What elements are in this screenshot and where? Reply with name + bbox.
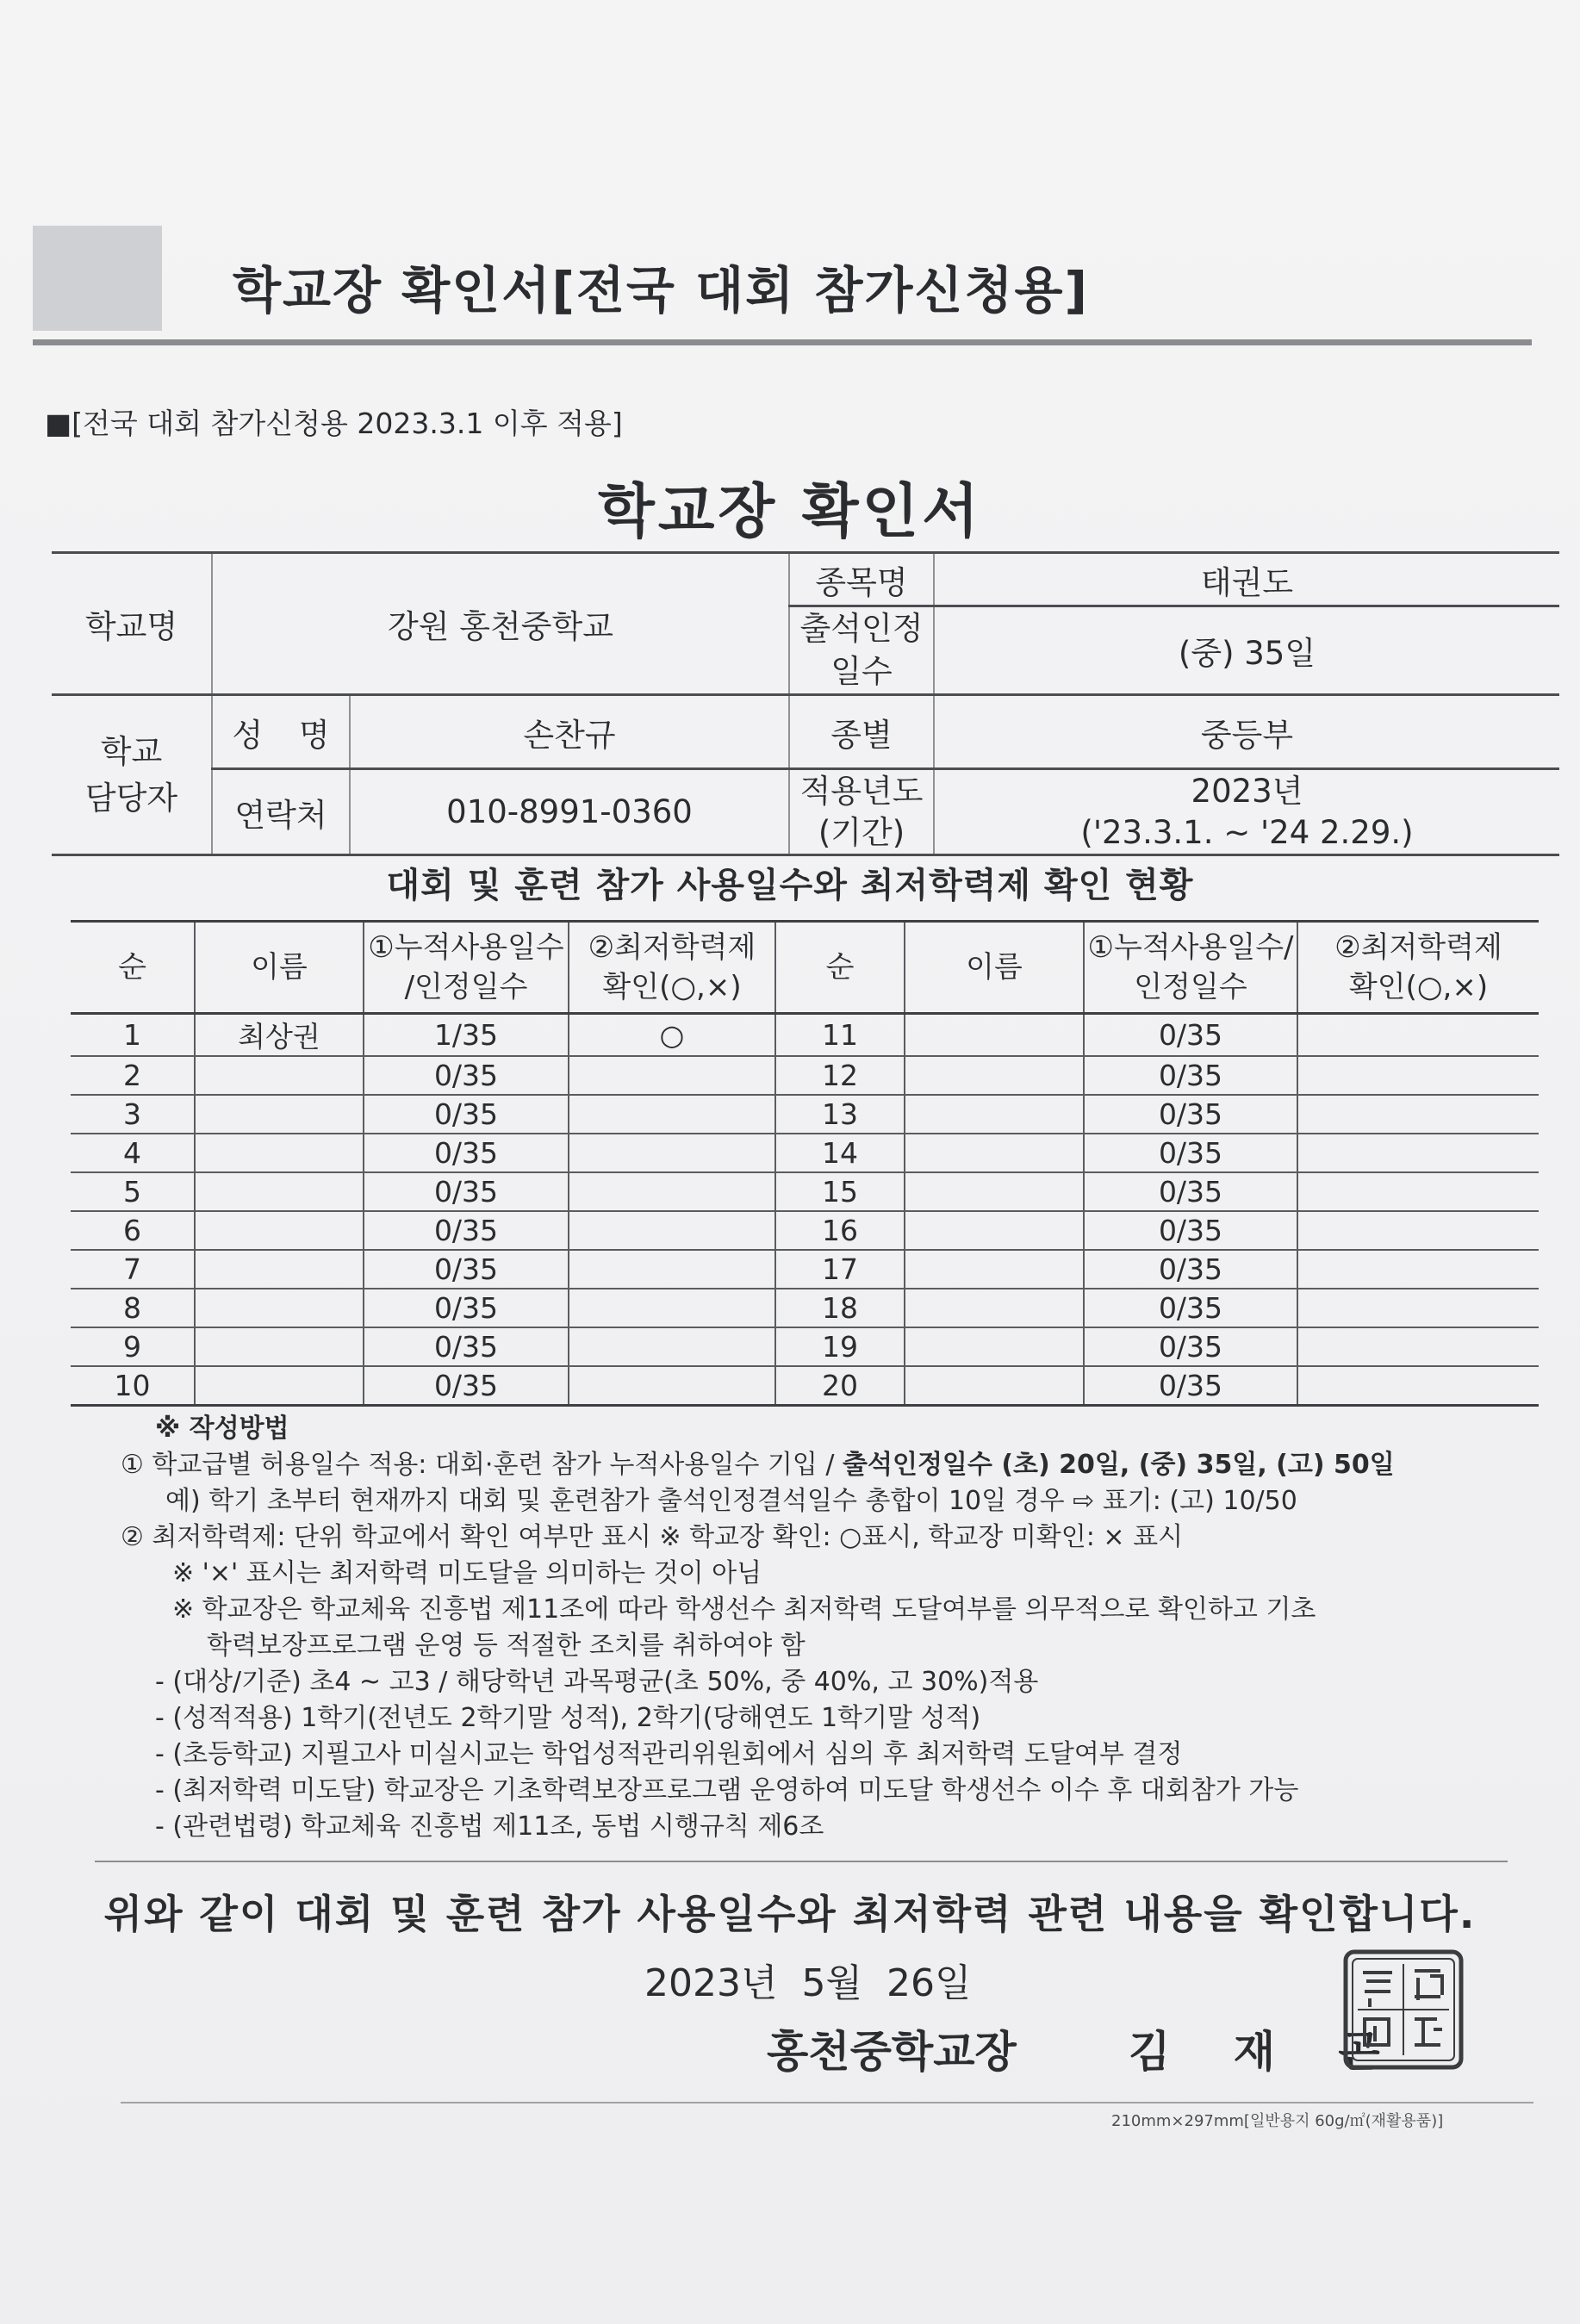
header-check-2: ②최저학력제 확인(○,×) (1297, 922, 1539, 1014)
cell-no-2: 16 (775, 1211, 905, 1250)
table-row (71, 1056, 1539, 1095)
participation-table (71, 920, 1539, 1407)
header-days: ①누적사용일수 /인정일수 (364, 922, 569, 1014)
cell-check-2 (1297, 1250, 1539, 1289)
cell-days: 0/35 (364, 1327, 569, 1366)
divider (95, 1861, 1508, 1862)
cell-days: 0/35 (364, 1172, 569, 1211)
instruction-note-2b: 학력보장프로그램 운영 등 적절한 조치를 취하여야 함 (207, 1631, 806, 1661)
cell-name (195, 1211, 364, 1250)
name-value: 손찬규 (350, 695, 789, 769)
cell-no-2: 14 (775, 1134, 905, 1172)
header-name-2: 이름 (905, 922, 1084, 1014)
cell-name (195, 1250, 364, 1289)
manager-label: 학교 담당자 (52, 695, 212, 855)
cell-days-2: 0/35 (1084, 1327, 1297, 1366)
header-name: 이름 (195, 922, 364, 1014)
cell-days: 0/35 (364, 1289, 569, 1327)
instruction-note-2: ※ 학교장은 학교체육 진흥법 제11조에 따라 학생선수 최저학력 도달여부를 의무적으로 확인하고 기초 (172, 1594, 1316, 1625)
cell-check (569, 1134, 775, 1172)
confirmation-statement: 위와 같이 대회 및 훈련 참가 사용일수와 최저학력 관련 내용을 확인합니다. (103, 1891, 1477, 1937)
cell-name-2 (905, 1172, 1084, 1211)
cell-name-2 (905, 1250, 1084, 1289)
cell-days: 0/35 (364, 1250, 569, 1289)
cell-no-2: 11 (775, 1014, 905, 1057)
instruction-bullet: - (성적적용) 1학기(전년도 2학기말 성적), 2학기(당해연도 1학기말 성적) (155, 1703, 981, 1733)
cell-name-2 (905, 1327, 1084, 1366)
cell-check (569, 1095, 775, 1134)
cell-no: 7 (71, 1250, 195, 1289)
category-value: 중등부 (934, 695, 1559, 769)
attendance-value: (중) 35일 (934, 606, 1559, 695)
cell-no-2: 12 (775, 1056, 905, 1095)
instruction-note-1: ※ '×' 표시는 최저학력 미도달을 의미하는 것이 아님 (172, 1558, 762, 1588)
cell-days: 0/35 (364, 1095, 569, 1134)
table-row (71, 1014, 1539, 1057)
cell-days-2: 0/35 (1084, 1056, 1297, 1095)
cell-days-2: 0/35 (1084, 1172, 1297, 1211)
cell-check (569, 1250, 775, 1289)
cell-no: 9 (71, 1327, 195, 1366)
header-accent-block (33, 226, 162, 331)
cell-check (569, 1289, 775, 1327)
sport-value: 태권도 (934, 553, 1559, 606)
cell-no-2: 13 (775, 1095, 905, 1134)
school-info-table (52, 551, 1559, 856)
cell-check-2 (1297, 1095, 1539, 1134)
table-row (71, 1250, 1539, 1289)
cell-days-2: 0/35 (1084, 1014, 1297, 1057)
cell-no: 6 (71, 1211, 195, 1250)
cell-days-2: 0/35 (1084, 1211, 1297, 1250)
footer-rule (121, 2102, 1533, 2103)
instruction-bullet: - (최저학력 미도달) 학교장은 기초학력보장프로그램 운영하여 미도달 학생선수 이수 후 대회참가 가능 (155, 1775, 1299, 1805)
instruction-example: 예) 학기 초부터 현재까지 대회 및 훈련참가 출석인정결석일수 총합이 10일 경우 ⇨ 표기: (고) 10/50 (165, 1486, 1297, 1516)
cell-days-2: 0/35 (1084, 1134, 1297, 1172)
cell-name (195, 1172, 364, 1211)
instructions-title: ※ 작성방법 (155, 1414, 289, 1444)
cell-check-2 (1297, 1366, 1539, 1406)
header-no: 순 (71, 922, 195, 1014)
paper-spec: 210mm×297mm[일반용지 60g/㎡(재활용품)] (1111, 2112, 1444, 2130)
table-row (71, 1095, 1539, 1134)
period-value: ('23.3.1. ~ '24 2.29.) (1080, 813, 1414, 851)
cell-name-2 (905, 1366, 1084, 1406)
header-rule (33, 339, 1532, 345)
year-value: 2023년 (1191, 772, 1303, 810)
main-title: 학교장 확인서 (598, 478, 982, 546)
header-check: ②최저학력제 확인(○,×) (569, 922, 775, 1014)
cell-no: 4 (71, 1134, 195, 1172)
cell-name-2 (905, 1014, 1084, 1057)
cell-check-2 (1297, 1327, 1539, 1366)
cell-no: 8 (71, 1289, 195, 1327)
name-label: 성 명 (212, 695, 350, 769)
table-row (71, 1172, 1539, 1211)
cell-name (195, 1095, 364, 1134)
cell-name (195, 1056, 364, 1095)
cell-name (195, 1366, 364, 1406)
cell-no-2: 20 (775, 1366, 905, 1406)
cell-check (569, 1327, 775, 1366)
cell-days: 1/35 (364, 1014, 569, 1057)
cell-days-2: 0/35 (1084, 1250, 1297, 1289)
header-title: 학교장 확인서[전국 대회 참가신청용] (233, 261, 1090, 320)
cell-name-2 (905, 1056, 1084, 1095)
table-row (71, 1289, 1539, 1327)
cell-days: 0/35 (364, 1211, 569, 1250)
application-note: ■[전국 대회 참가신청용 2023.3.1 이후 적용] (45, 407, 623, 440)
instruction-bullet: - (대상/기준) 초4 ~ 고3 / 해당학년 과목평균(초 50%, 중 40%, 고 30%)적용 (155, 1667, 1039, 1697)
cell-no: 3 (71, 1095, 195, 1134)
year-label: 적용년도 (기간) (789, 769, 934, 855)
cell-check-2 (1297, 1211, 1539, 1250)
cell-check (569, 1172, 775, 1211)
cell-check-2 (1297, 1289, 1539, 1327)
cell-name (195, 1327, 364, 1366)
category-label: 종별 (789, 695, 934, 769)
cell-name (195, 1134, 364, 1172)
cell-check (569, 1366, 775, 1406)
table-row (71, 1211, 1539, 1250)
table-header-row (71, 922, 1539, 1014)
cell-days-2: 0/35 (1084, 1095, 1297, 1134)
cell-check: ○ (569, 1014, 775, 1057)
cell-check (569, 1056, 775, 1095)
instruction-item-1 (121, 1447, 1551, 1483)
instruction-item-1-bold: 출석인정일수 (초) 20일, (중) 35일, (고) 50일 (843, 1450, 1395, 1480)
school-label: 학교명 (52, 553, 212, 695)
issue-date: 2023년 5월 26일 (644, 1961, 972, 2005)
instruction-item-2: ② 최저학력제: 단위 학교에서 확인 여부만 표시 ※ 학교장 확인: ○표시, 학교장 미확인: × 표시 (121, 1522, 1184, 1552)
cell-name: 최상권 (195, 1014, 364, 1057)
principal-name: 김 재 곤 (1129, 2027, 1404, 2077)
table-row (71, 1327, 1539, 1366)
cell-no: 2 (71, 1056, 195, 1095)
official-seal-stamp (1341, 1947, 1466, 2072)
header-days-2: ①누적사용일수/ 인정일수 (1084, 922, 1297, 1014)
cell-check-2 (1297, 1014, 1539, 1057)
cell-no: 5 (71, 1172, 195, 1211)
table-row (71, 1134, 1539, 1172)
cell-no-2: 18 (775, 1289, 905, 1327)
table-row (71, 1366, 1539, 1406)
cell-name (195, 1289, 364, 1327)
year-cell (934, 769, 1559, 855)
contact-label: 연락처 (212, 769, 350, 855)
cell-check-2 (1297, 1172, 1539, 1211)
header-no-2: 순 (775, 922, 905, 1014)
section-title: 대회 및 훈련 참가 사용일수와 최저학력제 확인 현황 (386, 866, 1194, 905)
cell-check-2 (1297, 1134, 1539, 1172)
cell-days: 0/35 (364, 1134, 569, 1172)
cell-days-2: 0/35 (1084, 1289, 1297, 1327)
contact-value: 010-8991-0360 (350, 769, 789, 855)
cell-days-2: 0/35 (1084, 1366, 1297, 1406)
cell-name-2 (905, 1095, 1084, 1134)
instruction-bullet: - (초등학교) 지필고사 미실시교는 학업성적관리위원회에서 심의 후 최저학력 도달여부 결정 (155, 1739, 1183, 1769)
instruction-bullet: - (관련법령) 학교체육 진흥법 제11조, 동법 시행규칙 제6조 (155, 1811, 824, 1842)
cell-name-2 (905, 1134, 1084, 1172)
cell-no: 1 (71, 1014, 195, 1057)
instructions (121, 1411, 1551, 1845)
sport-label: 종목명 (789, 553, 934, 606)
cell-days: 0/35 (364, 1056, 569, 1095)
cell-no: 10 (71, 1366, 195, 1406)
cell-no-2: 15 (775, 1172, 905, 1211)
instruction-item-1-text: ① 학교급별 허용일수 적용: 대회·훈련 참가 누적사용일수 기입 / (121, 1450, 843, 1480)
attendance-label: 출석인정 일수 (789, 606, 934, 695)
cell-days: 0/35 (364, 1366, 569, 1406)
principal-title: 홍천중학교장 (767, 2027, 1017, 2077)
cell-name-2 (905, 1289, 1084, 1327)
school-value: 강원 홍천중학교 (212, 553, 789, 695)
cell-name-2 (905, 1211, 1084, 1250)
cell-check (569, 1211, 775, 1250)
cell-no-2: 19 (775, 1327, 905, 1366)
cell-check-2 (1297, 1056, 1539, 1095)
cell-no-2: 17 (775, 1250, 905, 1289)
